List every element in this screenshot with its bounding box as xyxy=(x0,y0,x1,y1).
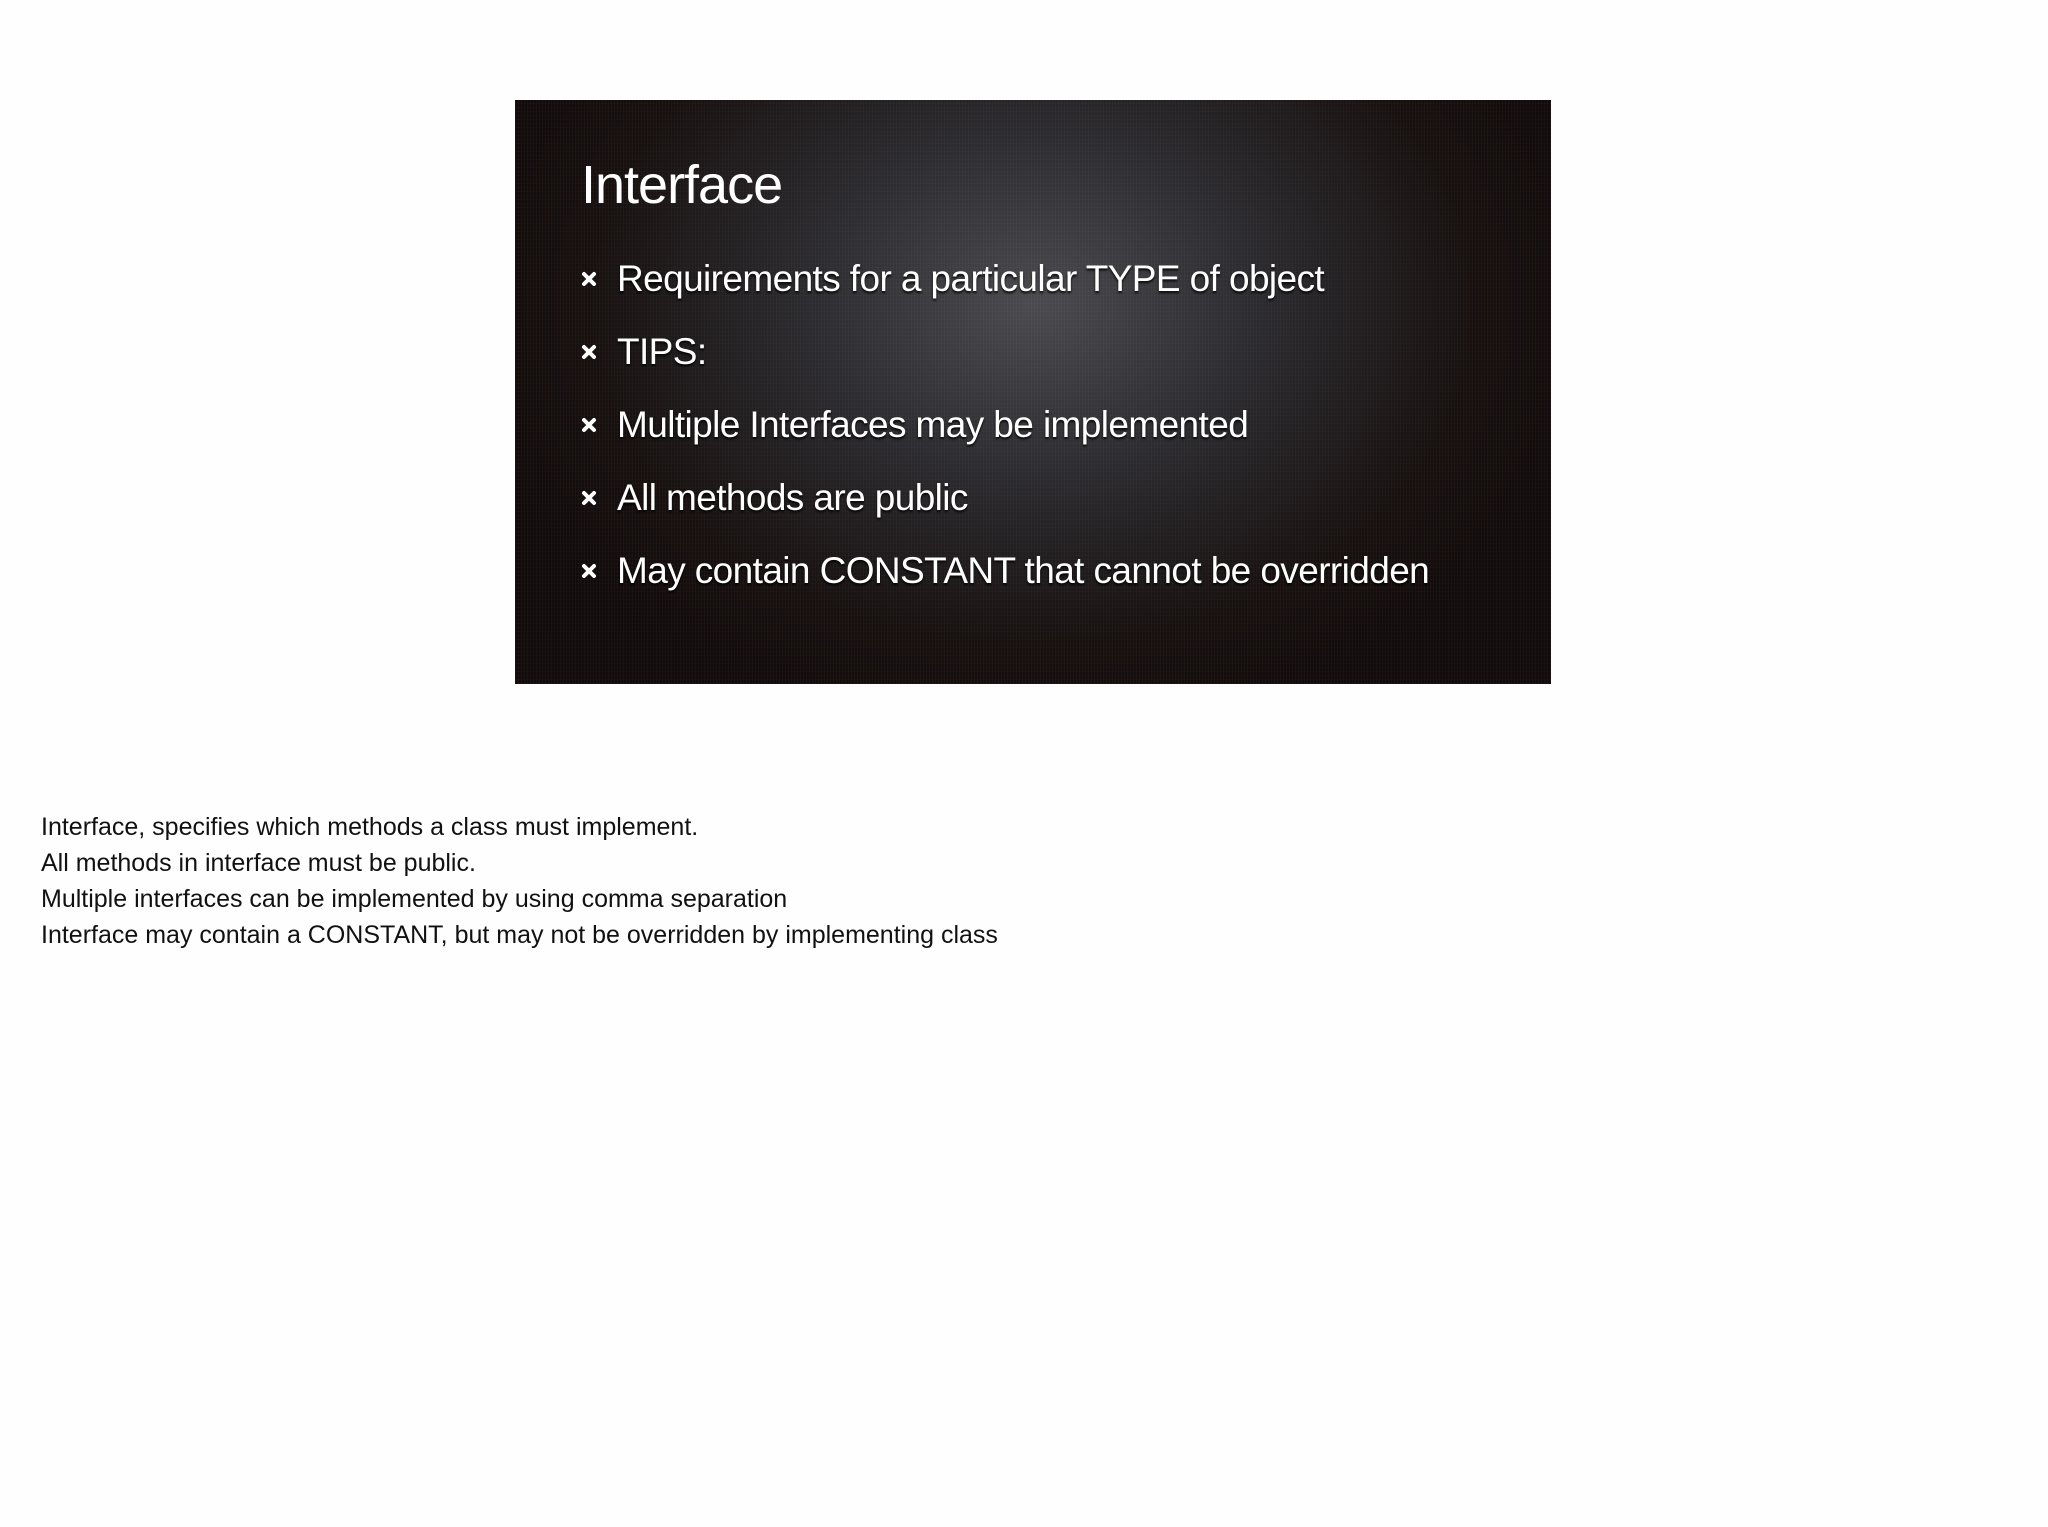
note-line: All methods in interface must be public. xyxy=(41,849,476,877)
bullet-text: Requirements for a particular TYPE of object xyxy=(617,258,1325,299)
bullet-text: TIPS: xyxy=(617,331,707,372)
bullet-list xyxy=(581,260,1429,625)
bullet-text: May contain CONSTANT that cannot be overridden xyxy=(617,550,1430,591)
x-bullet-icon xyxy=(581,344,597,360)
bullet-item xyxy=(581,479,1429,552)
x-bullet-icon xyxy=(581,417,597,433)
x-bullet-icon xyxy=(581,563,597,579)
speaker-notes xyxy=(41,809,1941,953)
bullet-text: All methods are public xyxy=(617,477,968,518)
x-bullet-icon xyxy=(581,490,597,506)
bullet-item xyxy=(581,333,1429,406)
bullet-item xyxy=(581,260,1429,333)
bullet-item xyxy=(581,406,1429,479)
x-bullet-icon xyxy=(581,271,597,287)
bullet-item xyxy=(581,552,1429,625)
note-line: Multiple interfaces can be implemented by using comma separation xyxy=(41,885,788,913)
slide xyxy=(515,100,1551,684)
note-line: Interface, specifies which methods a class must implement. xyxy=(41,813,699,841)
note-line: Interface may contain a CONSTANT, but may not be overridden by implementing class xyxy=(41,921,998,949)
bullet-text: Multiple Interfaces may be implemented xyxy=(617,404,1249,445)
slide-title: Interface xyxy=(581,155,783,215)
